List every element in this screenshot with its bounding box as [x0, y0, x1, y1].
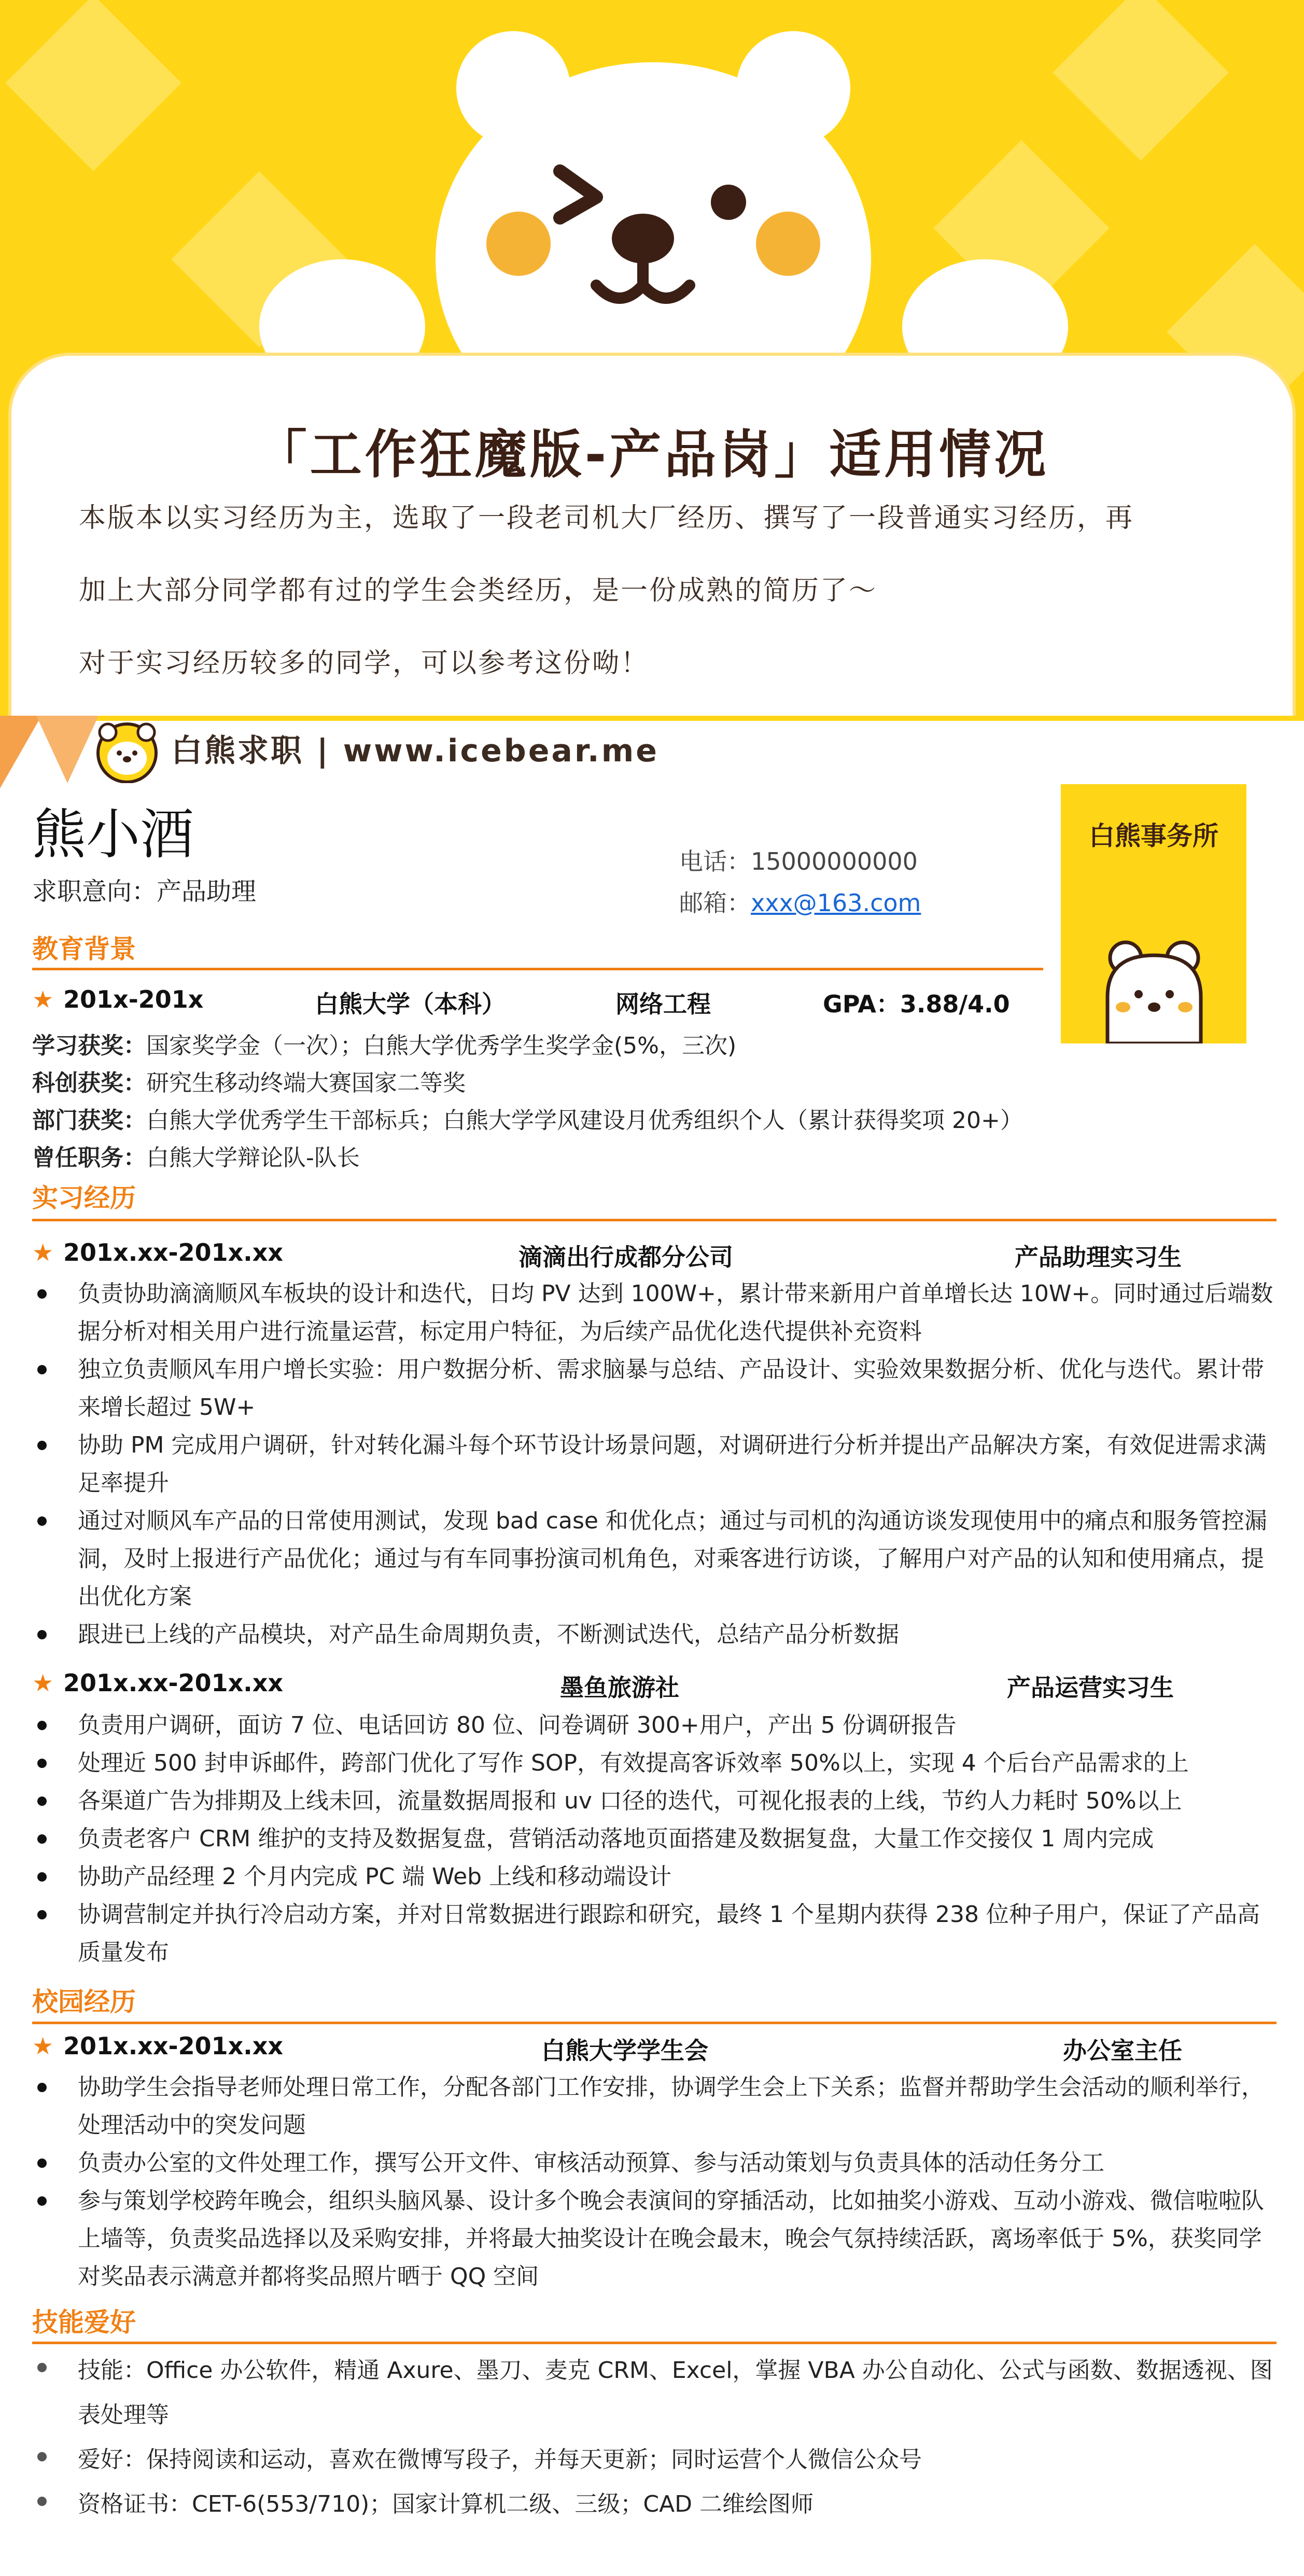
list-item: 负责协助滴滴顺风车板块的设计和迭代，日均 PV 达到 100W+，累计带来新用户首单增长达 10W+。同时通过后端数据分析对相关用户进行流量运营，标定用户特征，为后续产品优化迭代提供补充资料: [32, 1275, 1277, 1350]
section-divider: [32, 1219, 1277, 1221]
edu-row: 科创获奖：研究生移动终端大赛国家二等奖: [32, 1070, 466, 1096]
list-item: 协助 PM 完成用户调研，针对转化漏斗每个环节设计场景问题，对调研进行分析并提出产品解决方案，有效促进需求满足率提升: [32, 1426, 1277, 1502]
edu-date: 201x-201x: [63, 985, 204, 1013]
job-role: 产品运营实习生: [1007, 1674, 1174, 1702]
intro-line: 加上大部分同学都有过的学生会类经历，是一份成熟的简历了～: [79, 575, 878, 606]
section-title-education: 教育背景: [32, 934, 136, 964]
list-item: 协助产品经理 2 个月内完成 PC 端 Web 上线和移动端设计: [32, 1858, 1277, 1896]
intro-line: 本版本以实习经历为主，选取了一段老司机大厂经历、撰写了一段普通实习经历，再: [79, 503, 1134, 534]
list-item: 资格证书：CET-6(553/710)；国家计算机二级、三级；CAD 二维绘图师: [32, 2482, 1277, 2527]
edu-school: 白熊大学（本科）: [315, 990, 506, 1018]
job-role: 产品助理实习生: [1015, 1243, 1182, 1271]
list-item: 协助学生会指导老师处理日常工作，分配各部门工作安排，协调学生会上下关系；监督并帮助学生会活动的顺利举行，处理活动中的突发问题: [32, 2068, 1277, 2144]
section-title-internship: 实习经历: [32, 1183, 136, 1213]
phone: 电话：15000000000: [679, 847, 918, 875]
job-date: 201x.xx-201x.xx: [63, 1669, 284, 1697]
job-org: 滴滴出行成都分公司: [518, 1243, 733, 1271]
photo-label: 白熊事务所: [1089, 821, 1218, 851]
bg-diamond: [5, 0, 181, 171]
email-row: [679, 884, 921, 918]
campus-role: 办公室主任: [1063, 2037, 1182, 2065]
star-icon: ★: [32, 1669, 54, 1697]
job-intent: 求职意向：产品助理: [32, 877, 257, 906]
email-link[interactable]: xxx@163.com: [751, 889, 921, 917]
star-icon: ★: [32, 2032, 54, 2060]
list-item: 负责老客户 CRM 维护的支持及数据复盘，营销活动落地页面搭建及数据复盘，大量工作交接仅 1 周内完成: [32, 1820, 1277, 1858]
header-banner: [0, 0, 1304, 721]
list-item: 参与策划学校跨年晚会，组织头脑风暴、设计多个晚会表演间的穿插活动，比如抽奖小游戏、互动小游戏、微信啦啦队上墙等，负责奖品选择以及采购安排，并将最大抽奖设计在晚会最末，晚会气氛持续活跃，离场率低于 5%，获奖同学对奖品表示满意并都将奖品照片晒于 QQ 空间: [32, 2182, 1277, 2295]
edu-row: 学习获奖：国家奖学金（一次）；白熊大学优秀学生奖学金(5%，三次): [32, 1033, 737, 1059]
section-title-skills: 技能爱好: [32, 2307, 136, 2337]
brand-logo-text: 白熊求职 | www.icebear.me: [171, 733, 659, 769]
candidate-name: 熊小酒: [32, 803, 194, 866]
corner-triangle: [0, 716, 41, 788]
email-label: 邮箱：: [679, 889, 751, 917]
list-item: 跟进已上线的产品模块，对产品生命周期负责，不断测试迭代，总结产品分析数据: [32, 1616, 1277, 1653]
edu-gpa: GPA：3.88/4.0: [823, 990, 1010, 1018]
job-head: [32, 1669, 1277, 1703]
list-item: 技能：Office 办公软件，精通 Axure、墨刀、麦克 CRM、Excel，掌握 VBA 办公自动化、公式与函数、数据透视、图表处理等: [32, 2348, 1277, 2438]
list-item: 爱好：保持阅读和运动，喜欢在微博写段子，并每天更新；同时运营个人微信公众号: [32, 2438, 1277, 2482]
list-item: 各渠道广告为排期及上线未回，流量数据周报和 uv 口径的迭代，可视化报表的上线，节约人力耗时 50%以上: [32, 1782, 1277, 1820]
corner-triangle: [36, 716, 99, 783]
edu-major: 网络工程: [615, 990, 711, 1018]
bg-diamond: [1053, 0, 1228, 161]
section-title-campus: 校园经历: [32, 1987, 136, 2017]
education-head: [32, 985, 1277, 1020]
star-icon: ★: [32, 985, 54, 1013]
intro-title: 「工作狂魔版-产品岗」适用情况: [255, 424, 1049, 485]
list-item: 通过对顺风车产品的日常使用测试，发现 bad case 和优化点；通过与司机的沟通访谈发现使用中的痛点和服务管控漏洞，及时上报进行产品优化；通过与有车同事扮演司机角色，对乘客进行访谈，了解用户对产品的认知和使用痛点，提出优化方案: [32, 1502, 1277, 1616]
list-item: 负责办公室的文件处理工作，撰写公开文件、审核活动预算、参与活动策划与负责具体的活动任务分工: [32, 2144, 1277, 2182]
list-item: 处理近 500 封申诉邮件，跨部门优化了写作 SOP，有效提高客诉效率 50%以上，实现 4 个后台产品需求的上: [32, 1744, 1277, 1782]
job-head: [32, 1238, 1277, 1273]
list-item: 负责用户调研，面访 7 位、电话回访 80 位、问卷调研 300+用户，产出 5 份调研报告: [32, 1706, 1277, 1744]
intro-card: [8, 353, 1296, 716]
edu-row: 曾任职务：白熊大学辩论队-队长: [32, 1145, 360, 1171]
campus-org: 白熊大学学生会: [541, 2037, 708, 2065]
section-divider: [32, 968, 1043, 970]
bear-logo-icon: [93, 721, 161, 783]
campus-head: [32, 2032, 1277, 2066]
section-divider: [32, 2342, 1277, 2344]
logo-bar: [0, 716, 726, 788]
job-org: 墨鱼旅游社: [560, 1674, 679, 1702]
star-icon: ★: [32, 1238, 54, 1266]
intro-line: 对于实习经历较多的同学，可以参考这份呦！: [79, 648, 650, 679]
campus-date: 201x.xx-201x.xx: [63, 2032, 284, 2060]
job-date: 201x.xx-201x.xx: [63, 1238, 284, 1266]
section-divider: [32, 2022, 1277, 2024]
edu-row: 部门获奖：白熊大学优秀学生干部标兵；白熊大学学风建设月优秀组织个人（累计获得奖项 20+）: [32, 1107, 1023, 1134]
list-item: 协调营制定并执行冷启动方案，并对日常数据进行跟踪和研究，最终 1 个星期内获得 238 位种子用户，保证了产品高质量发布: [32, 1896, 1277, 1971]
list-item: 独立负责顺风车用户增长实验：用户数据分析、需求脑暴与总结、产品设计、实验效果数据分析、优化与迭代。累计带来增长超过 5W+: [32, 1350, 1277, 1426]
